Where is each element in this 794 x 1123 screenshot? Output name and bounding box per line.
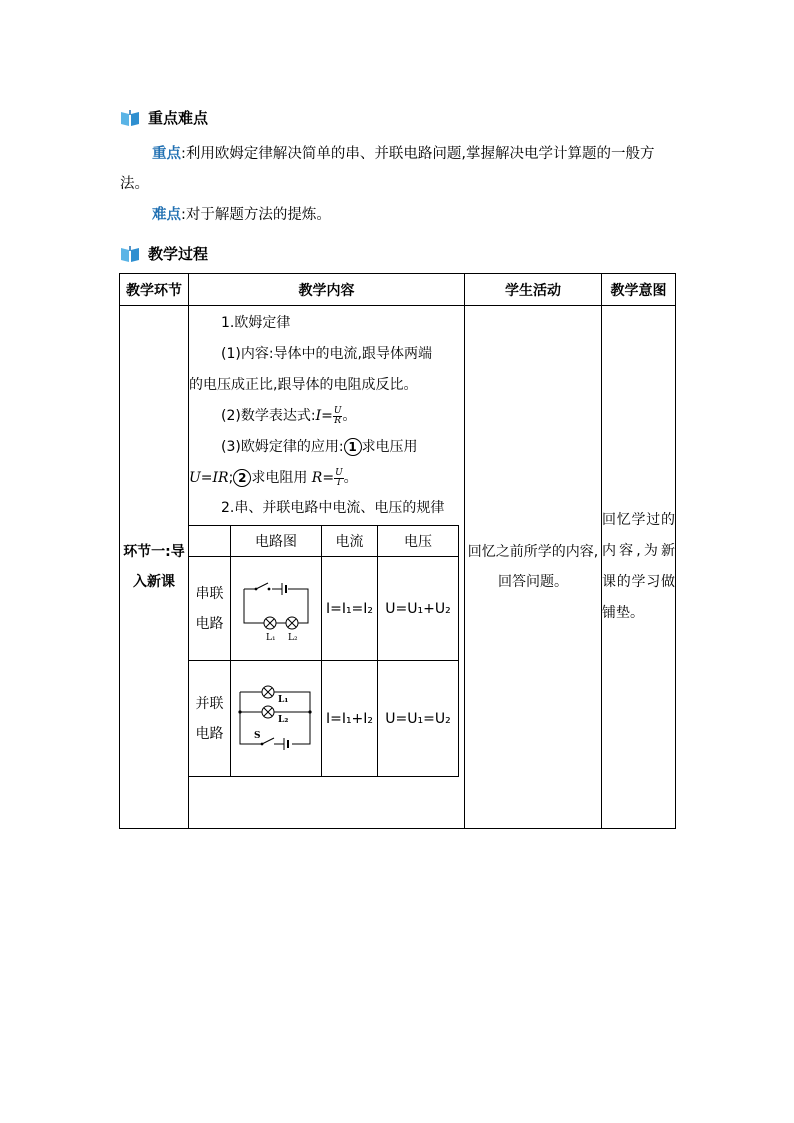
application-text: 求电阻用 — [251, 470, 312, 486]
separator: ; — [228, 470, 234, 486]
content-cell — [189, 306, 465, 829]
stage-cell: 环节一:导入新课 — [120, 306, 189, 829]
series-circuit-diagram-svg — [236, 571, 316, 643]
key-label: 重点 — [152, 146, 181, 162]
section-title: 重点难点 — [148, 109, 209, 127]
switch-contact — [268, 587, 271, 590]
lamp-label: L₁ — [278, 694, 289, 705]
switch-contact — [261, 742, 264, 745]
formula-eq: = — [321, 408, 333, 424]
intent-cell: 回忆学过的内容,为新课的学习做铺垫。 — [602, 306, 676, 829]
book-icon — [120, 245, 140, 263]
table-row — [120, 306, 676, 829]
header-intent: 教学意图 — [602, 274, 676, 306]
formula-prefix: (2)数学表达式: — [221, 408, 316, 424]
series-label: 串联电路 — [189, 557, 231, 661]
application-line — [189, 463, 464, 494]
lamp-label: L₂ — [278, 714, 289, 725]
formula-eq: = — [322, 470, 335, 486]
parallel-current: I=I₁+I₂ — [322, 661, 378, 777]
switch-contact — [255, 587, 258, 590]
formula-var: R — [311, 470, 323, 486]
application-text: 求电压用 — [361, 439, 418, 455]
content-line: 2.串、并联电路中电流、电压的规律 — [221, 500, 445, 516]
header-stage: 教学环节 — [120, 274, 189, 306]
junction — [308, 710, 311, 713]
series-current: I=I₁=I₂ — [322, 557, 378, 661]
parallel-circuit-diagram-svg — [234, 682, 318, 752]
formula-uir: U=IR — [189, 470, 229, 486]
formula-end: 。 — [342, 408, 357, 424]
section-title: 教学过程 — [148, 245, 209, 263]
section-header-focus — [120, 107, 208, 128]
lamp-label: L₁ — [266, 632, 276, 643]
difficulty-text: :对于解题方法的提炼。 — [181, 207, 331, 223]
parallel-voltage: U=U₁=U₂ — [378, 661, 459, 777]
parallel-circuit-diagram — [231, 661, 322, 777]
inner-header-row — [189, 526, 459, 557]
inner-header-blank — [189, 526, 231, 557]
table-row — [189, 557, 459, 661]
inner-header-diagram: 电路图 — [231, 526, 322, 557]
fraction: $\frac{U}{I}$ — [335, 467, 343, 488]
table-header-row — [120, 274, 676, 306]
circled-number: 2 — [233, 469, 251, 487]
circled-number: 1 — [344, 438, 362, 456]
content-line: (1)内容:导体中的电流,跟导体两端 — [221, 346, 432, 362]
junction — [238, 710, 241, 713]
lamp-label: L₂ — [288, 632, 298, 643]
formula-end: 。 — [343, 470, 358, 486]
key-point-paragraph — [120, 139, 676, 199]
formula-var: I — [315, 408, 322, 424]
inner-header-voltage: 电压 — [378, 526, 459, 557]
circuit-rules-table — [188, 525, 459, 777]
difficulty-label: 难点 — [152, 207, 181, 223]
inner-header-current: 电流 — [322, 526, 378, 557]
formula-line — [189, 401, 464, 432]
content-line: 1.欧姆定律 — [221, 315, 291, 331]
series-circuit-diagram — [231, 557, 322, 661]
fraction: $\frac{U}{R}$ — [333, 405, 342, 426]
teaching-process-table — [119, 273, 676, 829]
header-activity: 学生活动 — [465, 274, 602, 306]
key-text: :利用欧姆定律解决简单的串、并联电路问题,掌握解决电学计算题的一般方法。 — [120, 146, 655, 192]
header-content: 教学内容 — [189, 274, 465, 306]
content-line: 的电压成正比,跟导体的电阻成反比。 — [189, 377, 418, 393]
book-icon — [120, 109, 140, 127]
parallel-label: 并联电路 — [189, 661, 231, 777]
difficulty-paragraph — [120, 200, 676, 230]
switch-label: S — [254, 730, 261, 741]
section-header-process — [120, 243, 208, 264]
table-row — [189, 661, 459, 777]
application-line — [189, 432, 464, 463]
series-voltage: U=U₁+U₂ — [378, 557, 459, 661]
activity-cell: 回忆之前所学的内容,回答问题。 — [465, 306, 602, 829]
application-prefix: (3)欧姆定律的应用: — [221, 439, 344, 455]
